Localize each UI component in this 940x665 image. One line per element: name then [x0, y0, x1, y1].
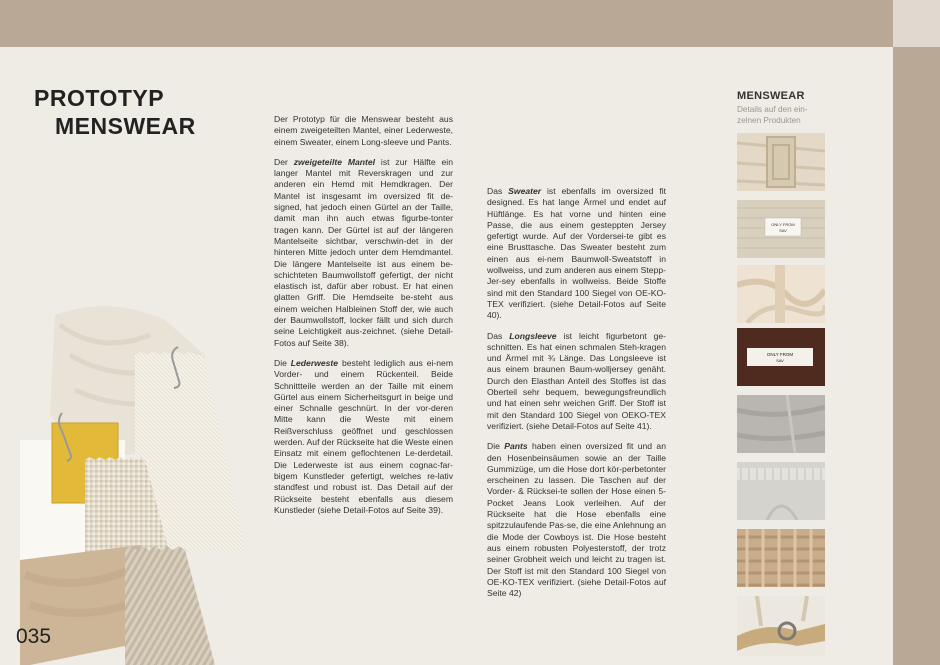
text-run: ist ebenfalls im oversized fit designed. Es hat lange Ärmel und endet auf Hüftlänge. Es hat vorne und hinten eine Passe, die aus einem gesteppten Jersey gefertigt wurde. Auf der Vordersei-te gibt es eine Brusttasche. Das Sweater besteht zum einen aus ei-nem Baumwoll-Sweatstoff in wollweiss, und zum anderen aus einem Stepp-Jer-sey ebenfalls in wollweiss. Beide Stoffe sind mit den Standard 100 Siegel von OE-KO-TEX verifiziert. (siehe Detail-Fotos auf Seite 40). [487, 186, 666, 321]
text-run: besteht lediglich aus ei-nem Vorder- und einem Rückenteil. Beide Schnittteile werden an der Taille mit einem Gürtel aus einem Sicherheitsgurt in beige und einer Schnalle geschnürt. In der vor-deren Mitte kann die Weste mit einem Reißverschluss geöffnet und geschlossen werden. Auf der Rückseite hat die Weste einen Einsatz mit einem geflochtenen Le-derdetail. Die Lederweste ist aus einem cognac-far-bigem Kunstleder gefertigt, welches re-lativ standfest und robust ist. Das Detail auf der Rückseite besteht ebenfalls aus diesem Kunstleder (siehe Detail-Fotos auf Seite 39). [274, 357, 453, 515]
product-name: Pants [504, 441, 528, 452]
text-run: Die [274, 357, 291, 368]
label-text: ONLY FROM [766, 352, 794, 357]
paragraph [487, 441, 666, 599]
detail-photo-label-linen [737, 200, 825, 258]
detail-photo-grey-jersey [737, 395, 825, 453]
sidebar-title: MENSWEAR [737, 90, 805, 102]
page-number: 035 [16, 625, 52, 648]
paragraph [274, 358, 453, 516]
label-text: SAV [779, 228, 787, 233]
top-bar [0, 0, 893, 47]
page-title-line1: PROTOTYP [34, 85, 165, 111]
paragraph [274, 157, 453, 349]
detail-photo-pants-waist [737, 462, 825, 520]
product-name: Sweater [508, 186, 542, 196]
paragraph [274, 114, 453, 148]
detail-photo-coat-fold [737, 265, 825, 323]
product-name: zweigeteilte Mantel [293, 156, 376, 167]
right-edge-bar [893, 0, 940, 665]
fabric-collage-image [0, 295, 260, 665]
text-run: Der Prototyp für die Menswear besteht aus einem zweigeteilten Mantel, einer Lederweste, einem Sweater, einem Long-sleeve und Pants. [274, 114, 453, 147]
paragraph [487, 186, 666, 322]
product-name: Lederweste [290, 357, 339, 368]
label-text: ONLY FROM [771, 222, 795, 227]
page-title-line2: MENSWEAR [55, 113, 196, 139]
text-run: Der [274, 156, 294, 167]
text-run: ist zur Hälfte ein langer Mantel mit Reverskragen und zur anderen ein Hemd mit Hemdkragen. Der Mantel ist insgesamt im oversized fit de-signed, hat jedoch einen Gürtel an der Taille, damit man ihn auch etwas figurbe-tonter tragen kann. Der Gürtel ist auf der längeren Mantelseite sichtbar, verschwin-det in der hinteren Mitte jedoch unter dem Hemdmantel. Die längere Mantelseite ist aus einem be-schichteten Baumwollstoff gefertigt, der nicht elastisch ist, dafür aber robust. Er hat einen glatten Griff. Die Hemdseite be-steht aus einem weichen Halbleinen Stoff der, wie auch der Baumwollstoff, locker fällt und sich durch seine Leichtigkeit aus-zeichnet. (siehe Detail-Fotos auf Seite 38). [274, 156, 453, 348]
detail-photo-buckle [737, 596, 825, 656]
paragraph [487, 331, 666, 433]
text-column-1 [274, 114, 453, 525]
label-text: SAV [776, 358, 784, 363]
sidebar-subtitle: Details auf den ein-zelnen Produkten [737, 105, 808, 125]
text-run: Das [487, 330, 510, 341]
text-run: Das [487, 186, 509, 196]
detail-photo-brown-label [737, 328, 825, 386]
detail-photo-woven-leather [737, 529, 825, 587]
corner-tab [893, 0, 940, 47]
text-run: ist leicht figurbetont ge-schnitten. Es hat einen schmalen Steh-kragen und Ärmel mit ¾ Länge. Das Longsleeve ist aus einem braunen Baum-wolljersey genäht. Durch den Elasthan Anteil des Stoffes ist das Oberteil sehr bequem, bewegungsfreundlich und hat einen sehr weichen Griff. Der Stoff ist mit den Standard 100 Siegel von OEKO-TEX verifiziert. (siehe Detail-Fotos auf Seite 41). [487, 330, 666, 431]
text-run: haben einen oversized fit und an den Hosenbeinsäumen sowie an der Taille Gummizüge, um die Hose dort kör-perbetonter erscheinen zu lassen. Die Taschen auf der Vorder- & Rücksei-te sollen der Hose einen 5-Pocket Jeans Look verleihen. Auf der Rückseite hat die Hose ebenfalls eine spitzzulaufende Pas-se, die eine Anlehnung an die Mode der Cowboys ist. Die Hose besteht aus einem robusten Polyesterstoff, der trotz seiner Grobheit weich und leicht zu tragen ist. Der Stoff ist mit den Standard 100 Siegel von OE-KO-TEX verifiziert. (siehe Detail-Fotos auf Seite 42) [487, 441, 666, 599]
text-column-2 [487, 186, 666, 608]
text-run: Die [487, 441, 505, 452]
product-name: Longsleeve [509, 330, 557, 341]
detail-photo-belt [737, 133, 825, 191]
